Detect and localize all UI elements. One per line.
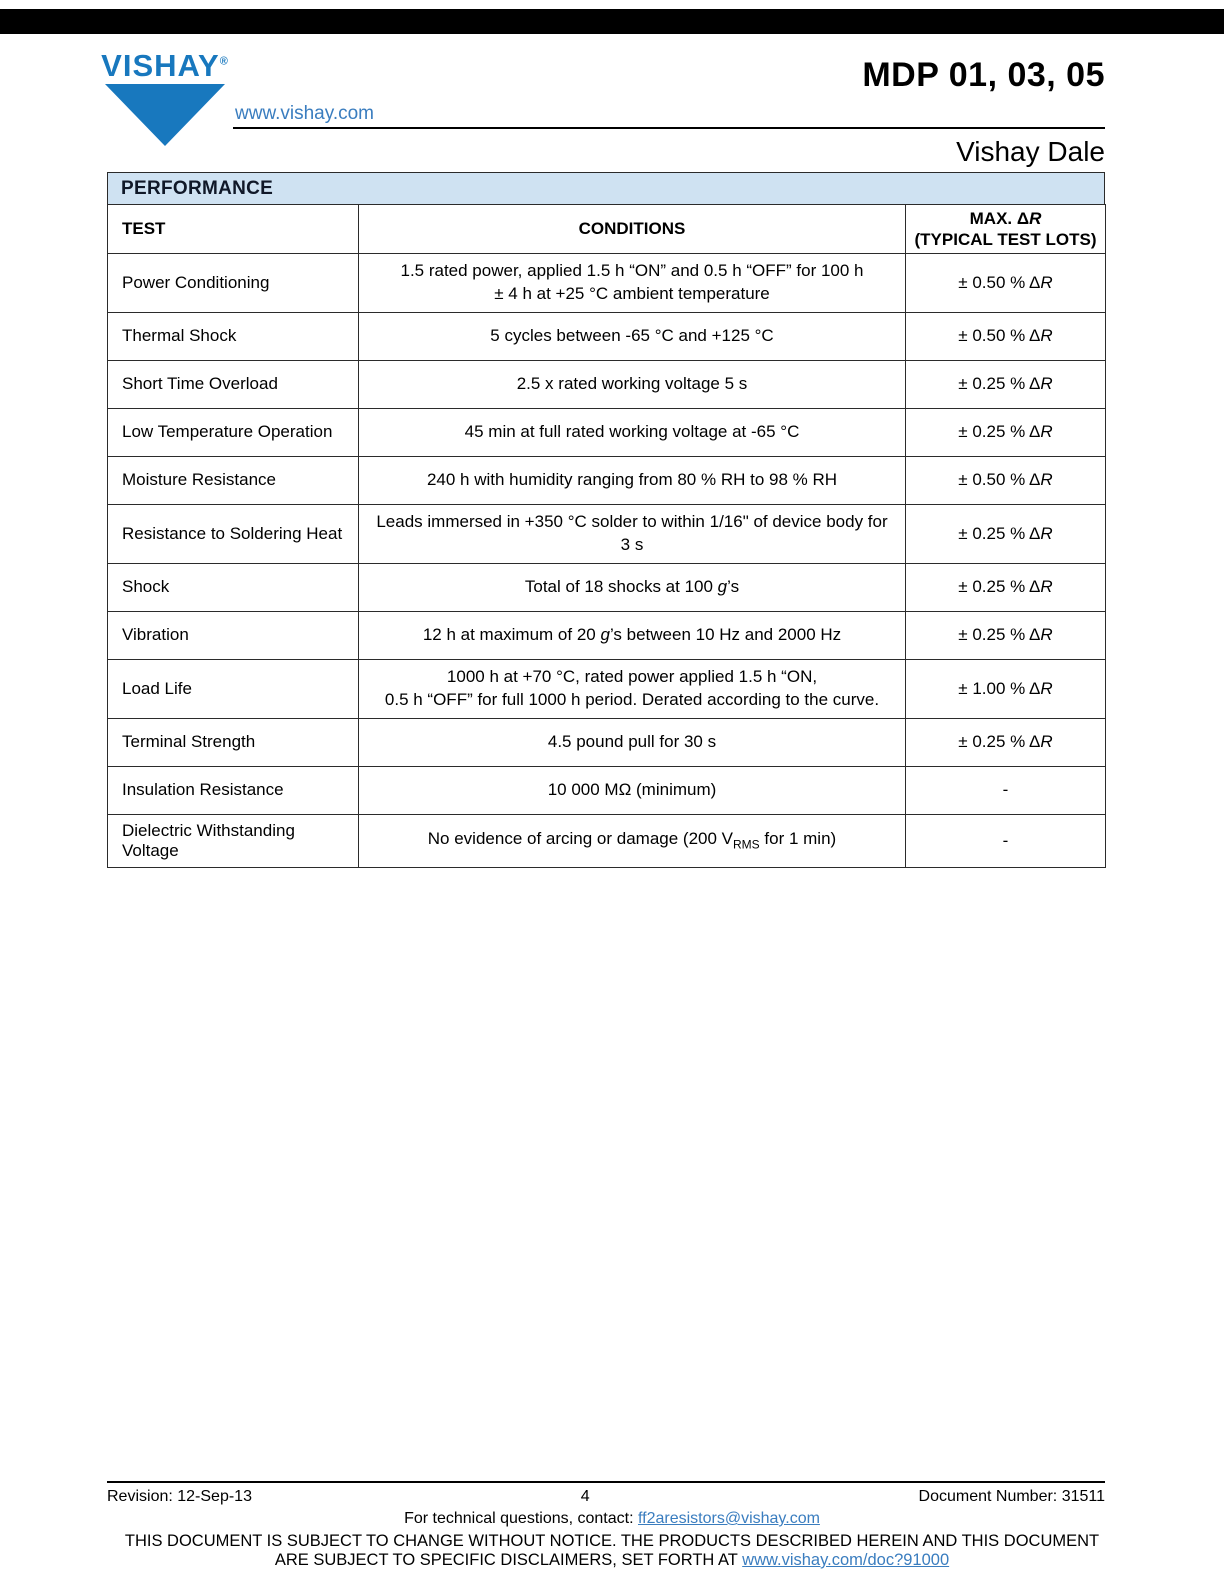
condition-cell: 12 h at maximum of 20 g’s between 10 Hz and 2000 Hz (359, 611, 906, 659)
table-row (108, 360, 1106, 408)
condition-cell: 10 000 MΩ (minimum) (359, 766, 906, 814)
part-number-title: MDP 01, 03, 05 (862, 56, 1105, 94)
test-cell: Insulation Resistance (108, 766, 359, 814)
condition-cell: 45 min at full rated working voltage at -65 °C (359, 408, 906, 456)
condition-cell: 5 cycles between -65 °C and +125 °C (359, 312, 906, 360)
max-delta-r-cell: ± 0.50 % ΔR (906, 456, 1106, 504)
page-number: 4 (580, 1488, 590, 1505)
contact-text: For technical questions, contact: (404, 1510, 638, 1527)
test-cell: Power Conditioning (108, 254, 359, 313)
table-row (108, 504, 1106, 563)
disclaimer-link[interactable]: www.vishay.com/doc?91000 (742, 1551, 950, 1569)
performance-section-header: PERFORMANCE (107, 172, 1105, 204)
condition-cell: 240 h with humidity ranging from 80 % RH to 98 % RH (359, 456, 906, 504)
test-cell: Low Temperature Operation (108, 408, 359, 456)
max-delta-r-cell: - (906, 766, 1106, 814)
column-header-test: TEST (108, 205, 359, 254)
max-delta-r-cell: ± 0.25 % ΔR (906, 504, 1106, 563)
table-row (108, 563, 1106, 611)
max-delta-r-cell: ± 0.25 % ΔR (906, 611, 1106, 659)
table-row (108, 254, 1106, 313)
test-cell: Vibration (108, 611, 359, 659)
test-cell: Short Time Overload (108, 360, 359, 408)
contact-email-link[interactable]: ff2aresistors@vishay.com (637, 1510, 820, 1527)
condition-cell: 2.5 x rated working voltage 5 s (359, 360, 906, 408)
column-header-max-delta-r (906, 205, 1106, 254)
vishay-triangle-icon (105, 84, 225, 146)
max-delta-r-cell: - (906, 814, 1106, 867)
condition-cell: 1000 h at +70 °C, rated power applied 1.5 h “ON, 0.5 h “OFF” for full 1000 h period. Derated according to the curve. (359, 659, 906, 718)
registered-mark: ® (219, 55, 229, 68)
table-row (108, 814, 1106, 867)
disclaimer-line1: THIS DOCUMENT IS SUBJECT TO CHANGE WITHOUT NOTICE. THE PRODUCTS DESCRIBED HEREIN AND THIS DOCUMENT (124, 1532, 1100, 1550)
performance-section (107, 172, 1105, 868)
max-delta-r-cell: ± 0.25 % ΔR (906, 408, 1106, 456)
max-delta-r-cell: ± 0.50 % ΔR (906, 312, 1106, 360)
contact-line (0, 1510, 1224, 1528)
footer-info-row (107, 1488, 1105, 1506)
test-cell: Load Life (108, 659, 359, 718)
footer-divider (107, 1481, 1105, 1483)
test-cell: Terminal Strength (108, 718, 359, 766)
performance-table (107, 204, 1106, 868)
condition-cell: Leads immersed in +350 °C solder to within 1/16" of device body for 3 s (359, 504, 906, 563)
max-delta-r-cell: ± 0.25 % ΔR (906, 563, 1106, 611)
table-row (108, 766, 1106, 814)
condition-cell: 4.5 pound pull for 30 s (359, 718, 906, 766)
max-delta-r-cell: ± 0.50 % ΔR (906, 254, 1106, 313)
vishay-logo (98, 50, 232, 146)
test-cell: Shock (108, 563, 359, 611)
test-cell: Dielectric Withstanding Voltage (108, 814, 359, 867)
table-row (108, 456, 1106, 504)
condition-cell: No evidence of arcing or damage (200 $V_{RMS}$ for 1 min) (359, 814, 906, 867)
table-row (108, 659, 1106, 718)
table-row (108, 611, 1106, 659)
condition-cell: Total of 18 shocks at 100 g’s (359, 563, 906, 611)
test-cell: Moisture Resistance (108, 456, 359, 504)
max-delta-r-cell: ± 0.25 % ΔR (906, 360, 1106, 408)
test-cell: Resistance to Soldering Heat (108, 504, 359, 563)
table-header-row (108, 205, 1106, 254)
header-divider (233, 127, 1105, 129)
max-delta-r-cell: ± 0.25 % ΔR (906, 718, 1106, 766)
brand-name: Vishay Dale (956, 136, 1105, 167)
website-link[interactable]: www.vishay.com (235, 103, 375, 124)
max-delta-r-cell: ± 1.00 % ΔR (906, 659, 1106, 718)
disclaimer-line2 (0, 1551, 1224, 1570)
revision-label: Revision: 12-Sep-13 (107, 1488, 252, 1505)
table-row (108, 312, 1106, 360)
table-row (108, 408, 1106, 456)
test-cell: Thermal Shock (108, 312, 359, 360)
table-row (108, 718, 1106, 766)
condition-cell: 1.5 rated power, applied 1.5 h “ON” and 0.5 h “OFF” for 100 h ± 4 h at +25 °C ambient temperature (359, 254, 906, 313)
performance-table-body (108, 254, 1106, 868)
disclaimer-text: ARE SUBJECT TO SPECIFIC DISCLAIMERS, SET FORTH AT (274, 1551, 743, 1569)
top-black-bar (0, 9, 1224, 34)
vishay-wordmark: VISHAY® (101, 48, 229, 83)
column-header-conditions: CONDITIONS (359, 205, 906, 254)
document-number: Document Number: 31511 (918, 1488, 1105, 1505)
max-header-line1: MAX. ΔR (969, 208, 1042, 228)
max-header-line2: (TYPICAL TEST LOTS) (914, 230, 1097, 249)
